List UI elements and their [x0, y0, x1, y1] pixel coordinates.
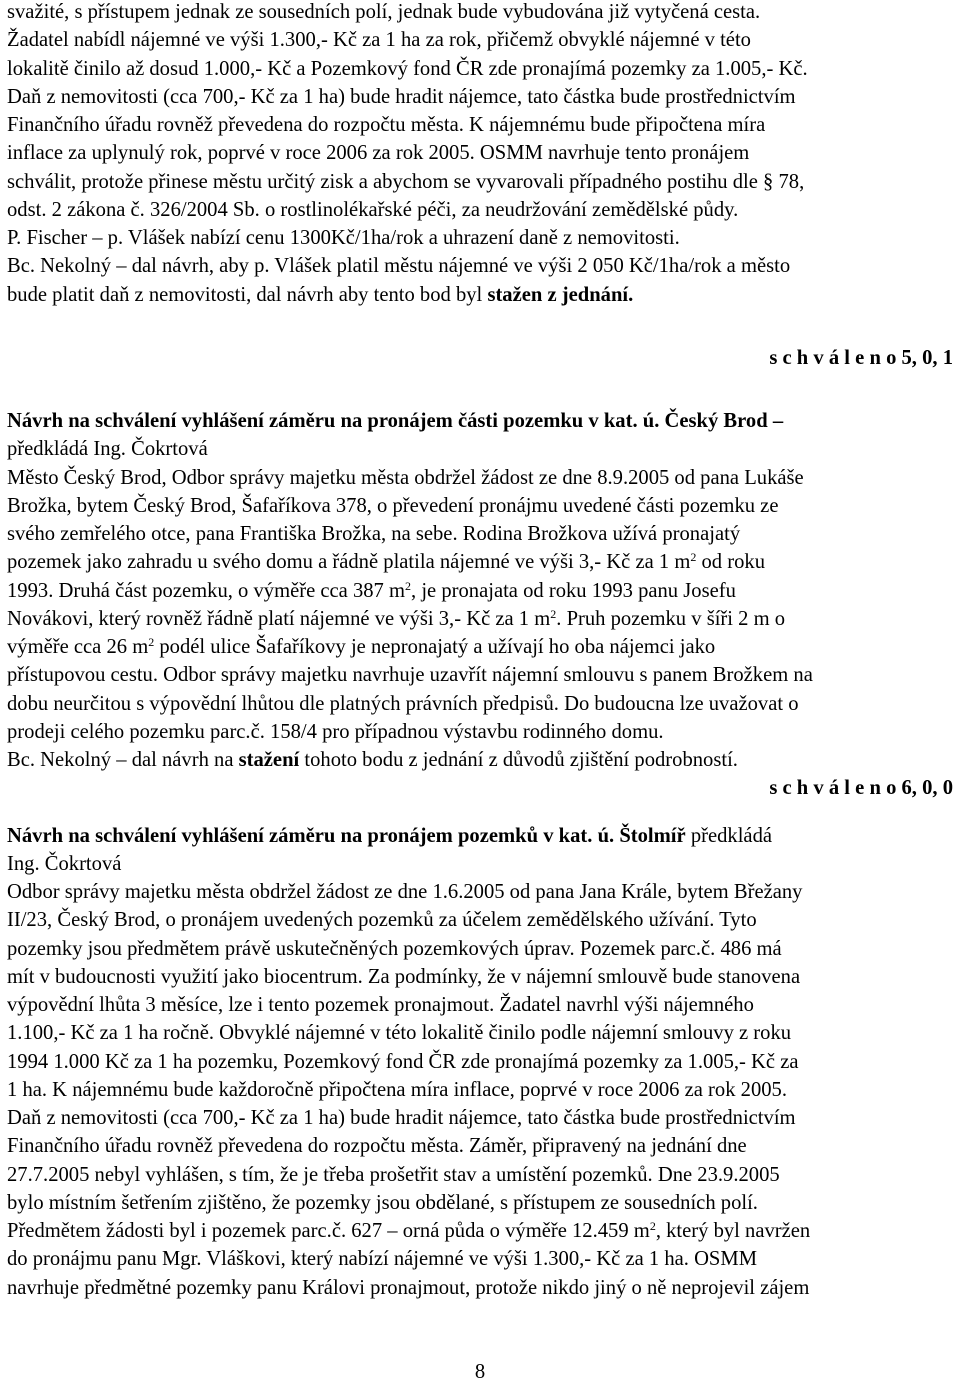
section-brod	[7, 407, 953, 803]
spacer	[7, 372, 953, 407]
text-line: inflace za uplynulý rok, poprvé v roce 2006 za rok 2005. OSMM navrhuje tento pronájem	[7, 142, 750, 165]
text-line: Brožka, bytem Český Brod, Šafaříkova 378, o převedení pronájmu uvedené části pozemku ze	[7, 494, 779, 517]
text-segment: tohoto bodu z jednání z důvodů zjištění podrobností.	[299, 749, 738, 771]
text-segment: , který byl navržen	[655, 1220, 811, 1242]
section-presenter: předkládá	[685, 824, 773, 847]
text-segment: výměře cca 26 m	[7, 636, 149, 658]
superscript: 2	[690, 550, 697, 565]
document-page	[7, 0, 953, 1302]
superscript: 2	[405, 578, 412, 593]
text-line: 1994 1.000 Kč za 1 ha pozemku, Pozemkový fond ČR zde pronajímá pozemky za 1.005,- Kč za	[7, 1050, 799, 1073]
text-line: Město Český Brod, Odbor správy majetku města obdržel žádost ze dne 8.9.2005 od pana Lukáše	[7, 466, 804, 489]
text-segment: Novákovi, který rovněž řádně platí nájemné ve výši 3,- Kč za 1 m	[7, 607, 551, 630]
text-line: P. Fischer – p. Vlášek nabízí cenu 1300Kč/1ha/rok a uhrazení daně z nemovitosti.	[7, 227, 680, 249]
text-line: pozemky jsou předmětem právě uskutečněných pozemkových úprav. Pozemek parc.č. 486 má	[7, 937, 782, 960]
spacer	[7, 803, 953, 822]
text-line: do pronájmu panu Mgr. Vláškovi, který nabízí nájemné ve výši 1.300,- Kč za 1 ha. OSMM	[7, 1248, 758, 1271]
text-line: II/23, Český Brod, o pronájem uvedených pozemků za účelem zemědělského užívání. Tyto	[7, 909, 757, 932]
text-line: 1.100,- Kč za 1 ha ročně. Obvyklé nájemné v této lokalitě činilo podle nájemní smlouvy z roku	[7, 1022, 792, 1045]
spacer	[7, 309, 953, 344]
text-segment: Předmětem žádosti byl i pozemek parc.č. 627 – orná půda o výměře 12.459 m	[7, 1220, 650, 1242]
text-line: Finančního úřadu rovněž převedena do rozpočtu města. Záměr, připravený na jednání dne	[7, 1135, 747, 1158]
section-heading: Návrh na schválení vyhlášení záměru na pronájem části pozemku v kat. ú. Český Brod –	[7, 410, 784, 432]
text-line	[7, 577, 953, 605]
page-number: 8	[474, 1361, 486, 1383]
text-line	[7, 281, 953, 309]
bold-text-segment: stažení	[238, 749, 300, 771]
text-line: 27.7.2005 nebyl vyhlášen, s tím, že je třeba prošetřit stav a umístění pozemků. Dne 23.9.2005	[7, 1163, 780, 1186]
section-stolmir	[7, 822, 953, 1302]
superscript: 2	[649, 1219, 656, 1233]
text-segment: . Pruh pozemku v šíři 2 m o	[556, 607, 786, 630]
text-line: svažité, s přístupem jednak ze sousedních polí, jednak bude vybudována již vytyčená cesta.	[7, 1, 761, 23]
text-line: odst. 2 zákona č. 326/2004 Sb. o rostlinolékařské péči, za neudržování zemědělské půdy.	[7, 198, 739, 221]
superscript: 2	[550, 606, 557, 621]
text-line: Daň z nemovitosti (cca 700,- Kč za 1 ha) bude hradit nájemce, tato částka bude prostřednictvím	[7, 1107, 796, 1129]
section-heading: Návrh na schválení vyhlášení záměru na pronájem pozemků v kat. ú. Štolmíř	[7, 824, 686, 847]
section-presenter-name: Ing. Čokrtová	[7, 852, 122, 875]
text-line	[7, 548, 953, 576]
vote-result: s c h v á l e n o 5, 0, 1	[769, 346, 953, 369]
text-line	[7, 605, 953, 633]
text-line: bylo místním šetřením zjištěno, že pozemky jsou obdělané, s přístupem ze sousedních polí.	[7, 1191, 758, 1214]
text-segment: od roku	[696, 551, 765, 574]
text-line: lokalitě činilo až dosud 1.000,- Kč a Pozemkový fond ČR zde pronajímá pozemky za 1.005,- Kč.	[7, 57, 808, 80]
text-line: svého zemřelého otce, pana Františka Brožka, na sebe. Rodina Brožkova užívá pronajatý	[7, 523, 741, 545]
text-segment: pozemek jako zahradu u svého domu a řádně platila nájemné ve výši 3,- Kč za 1 m	[7, 551, 691, 574]
paragraph-continued	[7, 0, 953, 309]
superscript: 2	[148, 635, 155, 649]
vote-result: s c h v á l e n o 6, 0, 0	[769, 777, 953, 800]
text-line	[7, 633, 953, 661]
text-segment: bude platit daň z nemovitosti, dal návrh aby tento bod byl	[7, 283, 488, 306]
text-line: přístupovou cestu. Odbor správy majetku navrhuje uzavřít nájemní smlouvu s panem Brožkem na	[7, 664, 813, 687]
text-segment: Bc. Nekolný – dal návrh na	[7, 749, 239, 771]
bold-text-segment: stažen z jednání.	[487, 283, 634, 306]
text-line: výpovědní lhůta 3 měsíce, lze i tento pozemek pronajmout. Žadatel navrhl výši nájemného	[7, 994, 754, 1016]
text-line	[7, 1217, 953, 1245]
section-heading-line	[7, 822, 953, 850]
text-line: Daň z nemovitosti (cca 700,- Kč za 1 ha) bude hradit nájemce, tato částka bude prostřednictvím	[7, 85, 796, 108]
text-line: 1 ha. K nájemnému bude každoročně připočtena míra inflace, poprvé v roce 2006 za rok 2005.	[7, 1078, 787, 1101]
text-line: Žadatel nabídl nájemné ve výši 1.300,- Kč za 1 ha za rok, přičemž obvyklé nájemné v této	[7, 29, 751, 52]
text-segment: podél ulice Šafaříkovy je nepronajatý a užívají ho oba nájemci jako	[154, 636, 716, 658]
text-line: mít v budoucnosti využití jako biocentrum. Za podmínky, že v nájemní smlouvě bude stanovena	[7, 965, 801, 988]
text-line: Finančního úřadu rovněž převedena do rozpočtu města. K nájemnému bude připočtena míra	[7, 114, 766, 136]
text-line	[7, 746, 953, 774]
text-line: prodeji celého pozemku parc.č. 158/4 pro případnou výstavbu rodinného domu.	[7, 720, 664, 743]
text-line: navrhuje předmětné pozemky panu Královi pronajmout, protože nikdo jiný o ně neprojevil zájem	[7, 1276, 810, 1299]
text-segment: , je pronajata od roku 1993 panu Josefu	[411, 579, 736, 602]
text-line: Odbor správy majetku města obdržel žádost ze dne 1.6.2005 od pana Jana Krále, bytem Břežany	[7, 881, 803, 903]
text-line: schválit, protože přinese městu určitý zisk a abychom se vyvarovali případného postihu dle § 78,	[7, 170, 805, 193]
text-line: Bc. Nekolný – dal návrh, aby p. Vlášek platil městu nájemné ve výši 2 050 Kč/1ha/rok a město	[7, 255, 791, 278]
section-presenter: předkládá Ing. Čokrtová	[7, 438, 208, 461]
text-segment: 1993. Druhá část pozemku, o výměře cca 387 m	[7, 579, 406, 602]
text-line: dobu neurčitou s výpovědní lhůtou dle platných právních předpisů. Do budoucna lze uvažovat o	[7, 692, 799, 715]
